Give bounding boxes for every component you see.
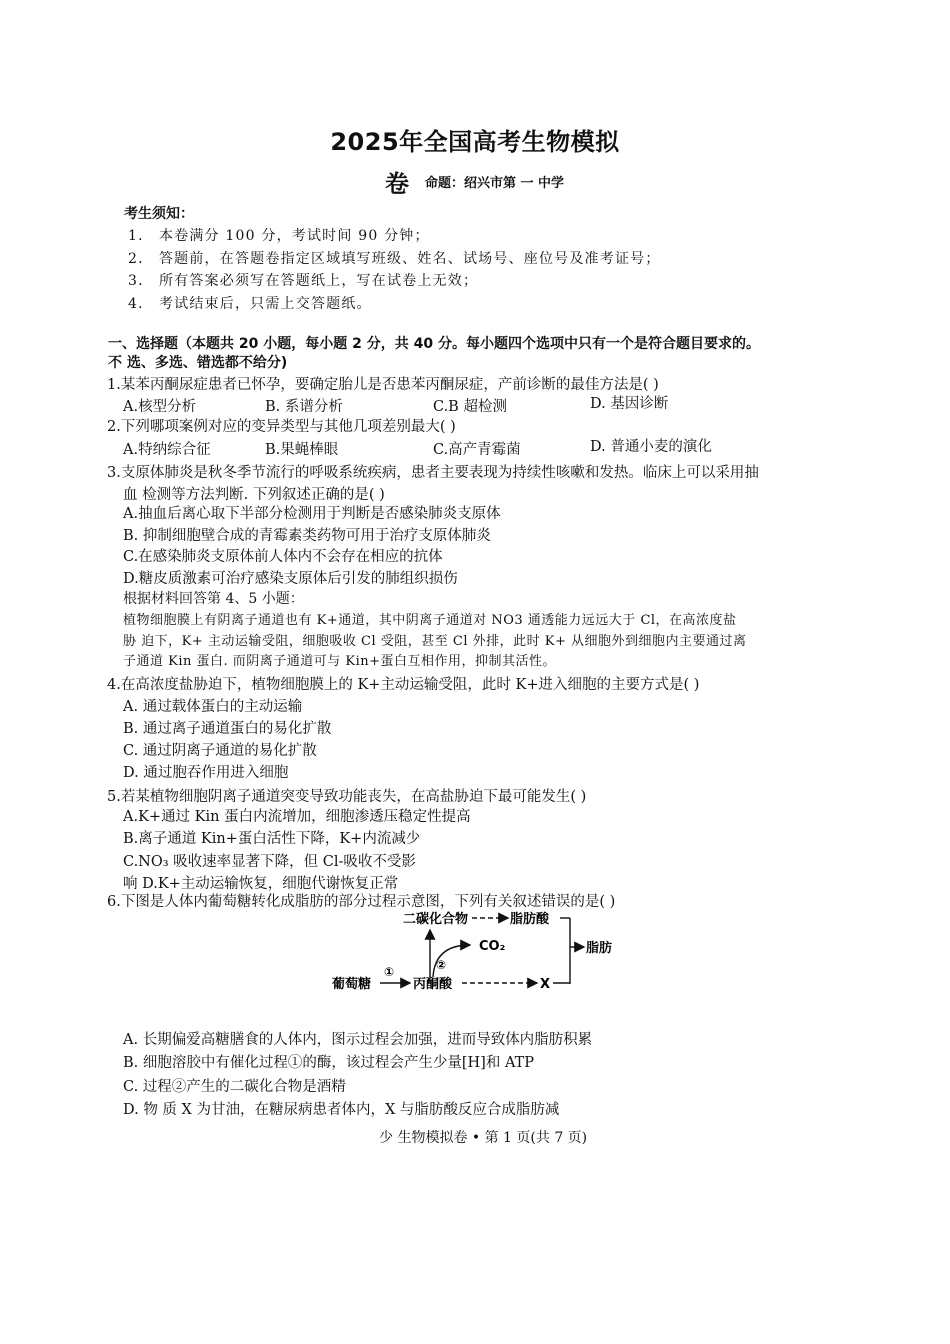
question-1-stem: 1.某苯丙酮尿症患者已怀孕，要确定胎儿是否患苯丙酮尿症，产前诊断的最佳方法是( ) [107,377,659,393]
co2-compound-label: 二碳化合物 [403,912,469,927]
glucose-label: 葡萄糖 [332,977,372,992]
co2-label: CO₂ [479,939,506,954]
q6-option-d: D. 物 质 X 为甘油，在糖尿病患者体内，X 与脂肪酸反应合成脂肪减 [123,1102,560,1118]
question-5-stem: 5.若某植物细胞阴离子通道突变导致功能丧失，在高盐胁迫下最可能发生( ) [107,789,587,805]
note-item: 2． 答题前，在答题卷指定区域填写班级、姓名、试场号、座位号及准考证号； [128,251,661,267]
q6-option-a: A. 长期偏爱高糖膳食的人体内，图示过程会加强，进而导致体内脂肪积累 [123,1032,593,1048]
q4-option-b: B. 通过离子通道蛋白的易化扩散 [123,721,332,737]
question-6-stem: 6.下图是人体内葡萄糖转化成脂肪的部分过程示意图，下列有关叙述错误的是( ) [107,894,616,910]
q2-option-d: D. 普通小麦的演化 [590,439,712,455]
fatty-acid-label: 脂肪酸 [510,912,550,927]
q2-option-a: A.特纳综合征 [123,442,211,458]
step-2-label: ② [436,958,447,972]
q2-option-b: B.果蝇棒眼 [265,442,339,458]
q5-option-c-cont: 响 D.K+主动运输恢复，细胞代谢恢复正常 [123,876,399,892]
q5-option-c: C.NO₃ 吸收速率显著下降，但 Cl-吸收不受影 [123,854,416,870]
x-label: X [540,977,551,992]
section-heading-cont: 不 选、多选、错选都不给分) [108,355,288,371]
question-3-stem-cont: 血 检测等方法判断. 下列叙述正确的是( ) [123,487,385,503]
step-1-label: ① [384,965,395,979]
q4-option-d: D. 通过胞吞作用进入细胞 [123,765,289,781]
note-item: 1． 本卷满分 100 分，考试时间 90 分钟； [128,228,430,244]
q2-option-c: C.高产青霉菌 [433,442,521,458]
material-intro: 根据材料回答第 4、5 小题： [123,591,304,607]
q1-option-d: D. 基因诊断 [590,396,669,412]
fat-label: 脂肪 [586,941,613,956]
glucose-to-fat-diagram [320,905,640,1000]
q4-option-c: C. 通过阴离子通道的易化扩散 [123,743,317,759]
q4-option-a: A. 通过载体蛋白的主动运输 [123,699,303,715]
q5-option-a: A.K+通过 Kin 蛋白内流增加，细胞渗透压稳定性提高 [123,809,471,825]
q1-option-a: A.核型分析 [123,399,197,415]
section-heading: 一、选择题（本题共 20 小题，每小题 2 分，共 40 分。每小题四个选项中只有一个是符合题目要求的。 [108,336,760,352]
q3-option-b: B. 抑制细胞壁合成的青霉素类药物可用于治疗支原体肺炎 [123,528,491,544]
page-title-continuation: 卷 [385,170,409,198]
material-line: 子通道 Kin 蛋白. 而阴离子通道可与 Kin+蛋白互相作用，抑制其活性。 [123,654,557,669]
material-line: 胁 迫下，K+ 主动运输受阻，细胞吸收 Cl 受阻，甚至 Cl 外排，此时 K+ 从细胞外到细胞内主要通过离 [123,634,747,649]
q1-option-b: B. 系谱分析 [265,399,343,415]
note-item: 3． 所有答案必须写在答题纸上，写在试卷上无效； [128,273,479,289]
pyruvate-label: 丙酮酸 [413,977,453,992]
material-line: 植物细胞膜上有阴离子通道也有 K+通道，其中阴离子通道对 NO3 通透能力远远大于 Cl，在高浓度盐 [123,613,737,628]
author-line: 命题：绍兴市第 一 中学 [425,176,565,191]
q3-option-c: C.在感染肺炎支原体前人体内不会存在相应的抗体 [123,549,443,565]
q6-option-c: C. 过程②产生的二碳化合物是酒精 [123,1079,346,1095]
q1-option-c: C.B 超检测 [433,399,507,415]
q3-option-a: A.抽血后离心取下半部分检测用于判断是否感染肺炎支原体 [123,506,501,522]
question-4-stem: 4.在高浓度盐胁迫下，植物细胞膜上的 K+主动运输受阻，此时 K+进入细胞的主要方式是( ) [107,677,700,693]
question-2-stem: 2.下列哪项案例对应的变异类型与其他几项差别最大( ) [107,419,456,435]
note-item: 4． 考试结束后，只需上交答题纸。 [128,296,372,312]
q5-option-b: B.离子通道 Kin+蛋白活性下降，K+内流减少 [123,831,421,847]
page-footer: 少 生物模拟卷 • 第 1 页(共 7 页) [379,1130,588,1146]
page-title: 2025年全国高考生物模拟 [330,128,620,156]
notes-title: 考生须知： [124,206,194,222]
q3-option-d: D.糖皮质激素可治疗感染支原体后引发的肺组织损伤 [123,571,458,587]
q6-option-b: B. 细胞溶胶中有催化过程①的酶，该过程会产生少量[H]和 ATP [123,1055,535,1071]
question-3-stem: 3.支原体肺炎是秋冬季节流行的呼吸系统疾病，患者主要表现为持续性咳嗽和发热。临床上可以采用抽 [107,465,759,481]
